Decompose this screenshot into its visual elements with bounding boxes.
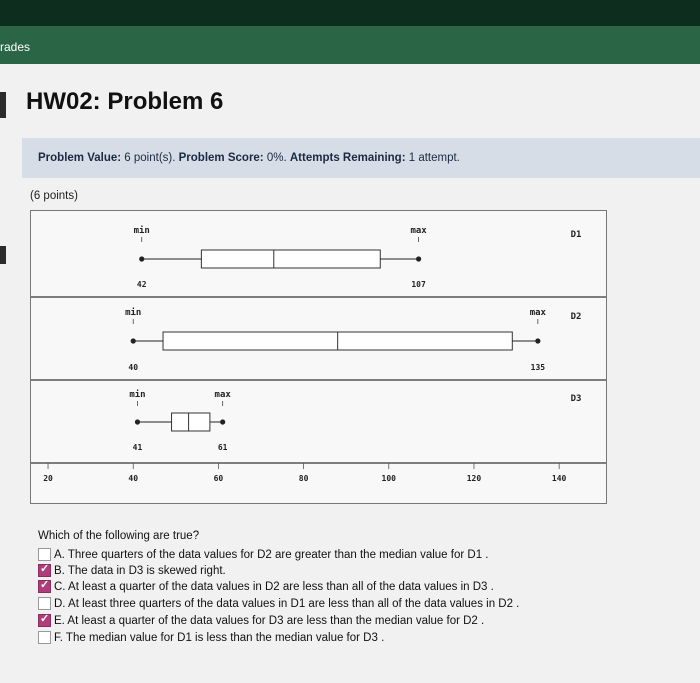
d1-min-label: min bbox=[133, 226, 150, 236]
problem-info-box bbox=[22, 138, 700, 178]
option-b-text: B. The data in D3 is skewed right. bbox=[54, 564, 226, 577]
d2-max-value: 135 bbox=[530, 363, 546, 372]
option-e[interactable] bbox=[38, 614, 484, 627]
points-label: (6 points) bbox=[30, 190, 78, 202]
d1-max-dot bbox=[416, 256, 421, 261]
option-c-text: C. At least a quarter of the data values in D2 are less than all of the data values in D3 . bbox=[54, 580, 494, 593]
option-f-text: F. The median value for D1 is less than the median value for D3 . bbox=[54, 631, 385, 644]
top-bar bbox=[0, 0, 700, 26]
value-text: 6 point(s). bbox=[124, 152, 176, 164]
d1-max-value: 107 bbox=[411, 280, 426, 289]
d3-min-dot bbox=[135, 419, 140, 424]
checkbox-f[interactable] bbox=[38, 631, 51, 644]
d2-series-label: D2 bbox=[570, 312, 582, 322]
d3-min-label: min bbox=[129, 390, 146, 400]
boxplot-svg bbox=[31, 211, 606, 503]
d1-min-dot bbox=[139, 256, 144, 261]
option-a[interactable] bbox=[38, 548, 488, 561]
page-title: HW02: Problem 6 bbox=[26, 88, 224, 115]
d2-min-label: min bbox=[125, 308, 142, 318]
x-tick-label-100: 100 bbox=[381, 474, 397, 483]
d2-max-label: max bbox=[529, 308, 546, 318]
checkbox-e[interactable] bbox=[38, 614, 51, 627]
left-edge-marker-2 bbox=[0, 246, 6, 264]
value-label: Problem Value: bbox=[38, 152, 122, 164]
x-tick-label-40: 40 bbox=[128, 474, 139, 483]
d1-min-value: 42 bbox=[136, 280, 147, 289]
problem-info-text bbox=[38, 152, 460, 164]
score-label: Problem Score: bbox=[178, 152, 264, 164]
option-d-text: D. At least three quarters of the data values in D1 are less than all of the data values in D2 . bbox=[54, 597, 520, 610]
nav-grades-link[interactable]: rades bbox=[0, 40, 31, 54]
option-a-text: A. Three quarters of the data values for D2 are greater than the median value for D1 . bbox=[54, 548, 489, 561]
d3-max-dot bbox=[220, 419, 225, 424]
attempts-text: 1 attempt. bbox=[408, 152, 460, 164]
attempts-label: Attempts Remaining: bbox=[289, 152, 406, 164]
d2-min-dot bbox=[131, 338, 136, 343]
x-tick-label-140: 140 bbox=[551, 474, 567, 483]
checkbox-d[interactable] bbox=[38, 597, 51, 610]
d3-min-value: 41 bbox=[132, 443, 143, 452]
d3-max-label: max bbox=[214, 390, 231, 400]
d1-box bbox=[201, 250, 380, 268]
x-tick-label-120: 120 bbox=[466, 474, 482, 483]
question-text: Which of the following are true? bbox=[38, 530, 200, 542]
option-c[interactable] bbox=[38, 580, 494, 593]
score-text: 0%. bbox=[266, 152, 287, 164]
d1-series-label: D1 bbox=[570, 230, 582, 240]
checkbox-a[interactable] bbox=[38, 548, 51, 561]
x-tick-label-20: 20 bbox=[43, 474, 53, 483]
boxplot-figure bbox=[30, 210, 607, 504]
option-e-text: E. At least a quarter of the data values for D3 are less than the median value for D2 . bbox=[54, 614, 485, 627]
d2-min-value: 40 bbox=[128, 363, 139, 372]
d1-max-label: max bbox=[410, 226, 427, 236]
d3-series-label: D3 bbox=[570, 394, 582, 404]
nav-bar bbox=[0, 26, 700, 64]
d3-box bbox=[172, 413, 210, 431]
option-d[interactable] bbox=[38, 597, 519, 610]
left-edge-marker bbox=[0, 92, 6, 118]
option-f[interactable] bbox=[38, 631, 384, 644]
checkbox-c[interactable] bbox=[38, 580, 51, 593]
d2-max-dot bbox=[535, 338, 540, 343]
x-tick-label-80: 80 bbox=[298, 474, 309, 483]
d3-max-value: 61 bbox=[217, 443, 228, 452]
option-b[interactable] bbox=[38, 564, 226, 577]
checkbox-b[interactable] bbox=[38, 564, 51, 577]
x-tick-label-60: 60 bbox=[213, 474, 224, 483]
